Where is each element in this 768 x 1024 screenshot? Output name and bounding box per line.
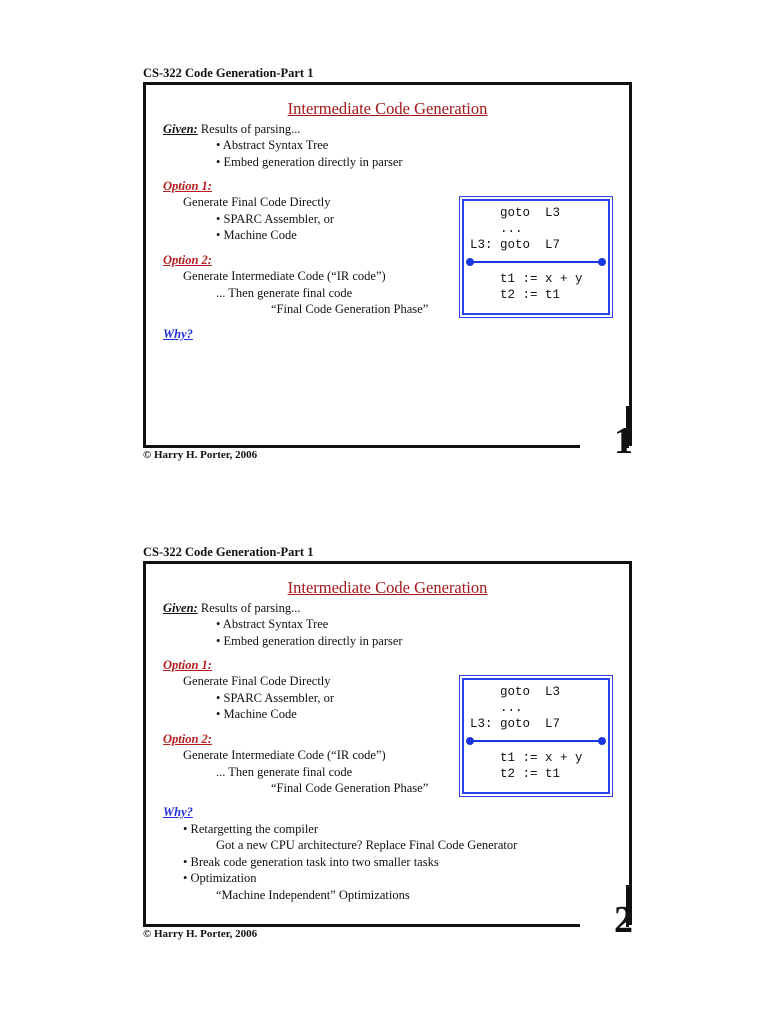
- given-row: [163, 121, 301, 137]
- option1-label: Option 1:: [163, 179, 212, 193]
- why-line: • Optimization: [183, 871, 257, 885]
- why-label: Why?: [163, 327, 193, 341]
- why-line: • Retargetting the compiler: [183, 822, 319, 836]
- line-endpoint-dot: [598, 737, 606, 745]
- why-line: • Break code generation task into two smaller tasks: [183, 855, 439, 869]
- slide-header: CS-322 Code Generation-Part 1: [143, 66, 314, 80]
- option1-text: Generate Final Code Directly: [183, 674, 331, 688]
- slide-frame: [143, 561, 632, 925]
- code-box: [462, 199, 610, 315]
- code-line: goto L3: [470, 206, 561, 220]
- option2-line: “Final Code Generation Phase”: [271, 302, 429, 316]
- code-line: ...: [470, 222, 523, 236]
- option2-label: Option 2:: [163, 732, 212, 746]
- option1-bullet: • SPARC Assembler, or: [216, 691, 335, 705]
- code-line: L3: goto L7: [470, 238, 561, 252]
- given-label: Given:: [163, 601, 198, 615]
- given-text: Results of parsing...: [200, 601, 301, 615]
- line-endpoint-dot: [598, 258, 606, 266]
- option1-bullet: • SPARC Assembler, or: [216, 212, 335, 226]
- option2-text: Generate Intermediate Code (“IR code”): [183, 269, 386, 283]
- slide-header: CS-322 Code Generation-Part 1: [143, 545, 314, 559]
- page-number: 1: [614, 420, 633, 462]
- given-bullet: • Abstract Syntax Tree: [216, 138, 329, 152]
- page-number: 2: [614, 899, 633, 941]
- divider-arrow-line: [470, 261, 600, 263]
- given-bullet: • Embed generation directly in parser: [216, 155, 403, 169]
- frame-bottom-rule: [143, 924, 580, 927]
- why-line: “Machine Independent” Optimizations: [216, 888, 410, 902]
- slide-1: [0, 66, 768, 506]
- line-endpoint-dot: [466, 737, 474, 745]
- slide-footer: © Harry H. Porter, 2006: [143, 928, 258, 940]
- option2-line: ... Then generate final code: [216, 286, 353, 300]
- code-box: [462, 678, 610, 794]
- option2-line: “Final Code Generation Phase”: [271, 781, 429, 795]
- frame-bottom-rule: [143, 445, 580, 448]
- code-line: goto L3: [470, 685, 561, 699]
- code-line: t2 := t1: [470, 767, 561, 781]
- option1-text: Generate Final Code Directly: [183, 195, 331, 209]
- why-label: Why?: [163, 805, 193, 819]
- code-line: t2 := t1: [470, 288, 561, 302]
- code-line: ...: [470, 701, 523, 715]
- code-line: L3: goto L7: [470, 717, 561, 731]
- code-line: t1 := x + y: [470, 272, 583, 286]
- option1-bullet: • Machine Code: [216, 228, 297, 242]
- line-endpoint-dot: [466, 258, 474, 266]
- given-bullet: • Abstract Syntax Tree: [216, 617, 329, 631]
- option2-label: Option 2:: [163, 253, 212, 267]
- slide-2: [0, 545, 768, 985]
- why-line: Got a new CPU architecture? Replace Final Code Generator: [216, 838, 518, 852]
- slide-frame: [143, 82, 632, 446]
- divider-arrow-line: [470, 740, 600, 742]
- slide-title: Intermediate Code Generation: [287, 99, 488, 118]
- option1-label: Option 1:: [163, 658, 212, 672]
- code-line: t1 := x + y: [470, 751, 583, 765]
- option2-text: Generate Intermediate Code (“IR code”): [183, 748, 386, 762]
- given-row: [163, 600, 301, 616]
- given-label: Given:: [163, 122, 198, 136]
- option1-bullet: • Machine Code: [216, 707, 297, 721]
- option2-line: ... Then generate final code: [216, 765, 353, 779]
- slide-title: Intermediate Code Generation: [287, 578, 488, 597]
- given-bullet: • Embed generation directly in parser: [216, 634, 403, 648]
- slide-footer: © Harry H. Porter, 2006: [143, 449, 258, 461]
- given-text: Results of parsing...: [200, 122, 301, 136]
